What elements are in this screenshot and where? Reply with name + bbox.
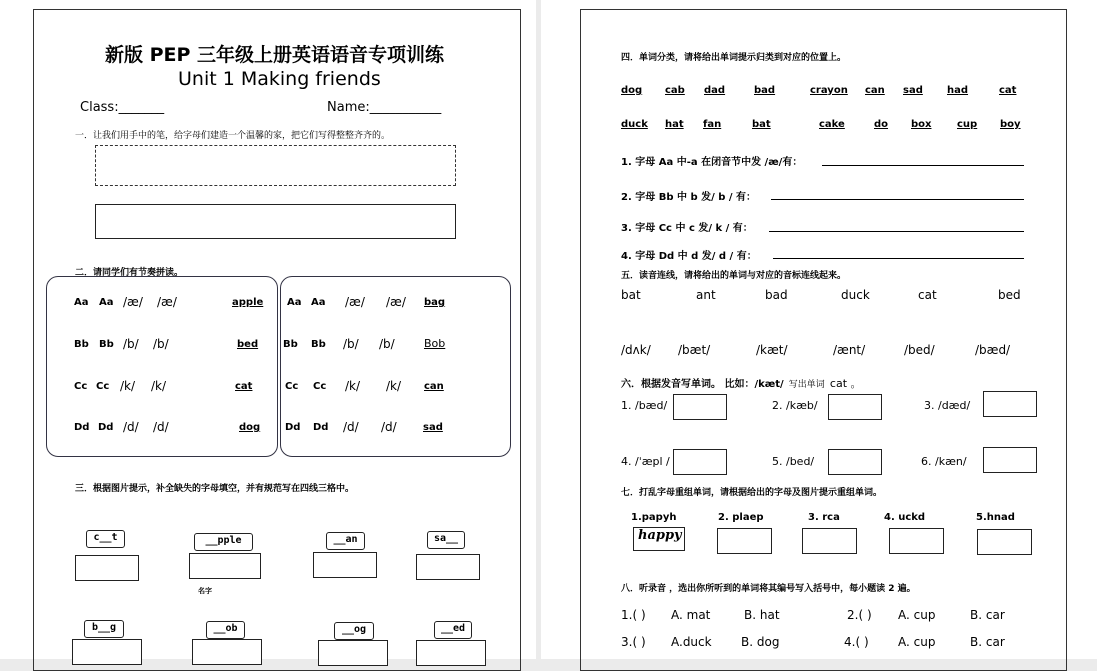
section-6-heading	[621, 372, 862, 391]
answer-line	[822, 152, 1024, 166]
match-ipa: /bed/	[904, 343, 935, 357]
letter-upper: Dd	[74, 422, 90, 433]
word-bank-item: dad	[704, 85, 726, 96]
word-bank-item: do	[874, 119, 889, 130]
answer-box	[416, 640, 486, 666]
word-bank-item: sad	[903, 85, 923, 96]
answer-box	[416, 554, 480, 580]
left-page	[0, 0, 536, 659]
listen-bracket: 1.( )	[621, 608, 646, 622]
letter-upper: Bb	[74, 339, 89, 350]
phoneme: /æ/	[123, 295, 143, 309]
match-word: bed	[998, 288, 1021, 302]
letter-upper: Dd	[285, 422, 301, 433]
letter-upper: Cc	[285, 381, 299, 392]
scramble-answer: happy	[638, 528, 682, 543]
match-ipa: /bæd/	[975, 343, 1011, 357]
letter-lower: Cc	[96, 381, 110, 392]
letter-lower: Aa	[99, 297, 114, 308]
answer-box	[983, 391, 1037, 417]
word-bank-item: cat	[999, 85, 1017, 96]
answer-box	[673, 394, 727, 420]
example-word: bed	[237, 339, 259, 350]
phoneme: /k/	[386, 379, 402, 393]
word-bank-item: dog	[621, 85, 643, 96]
word-bank-item: hat	[665, 119, 684, 130]
word-bank-item: had	[947, 85, 969, 96]
match-ipa: /kæt/	[756, 343, 788, 357]
scramble-prompt: 2. plaep	[718, 512, 764, 523]
right-page	[541, 0, 1097, 659]
answer-box	[983, 447, 1037, 473]
section-5-heading: 五．读音连线，请将给出的单词与对应的音标连线起来。	[621, 271, 847, 281]
phoneme: /b/	[153, 337, 169, 351]
word-bank-item: cake	[819, 119, 845, 130]
phoneme: /b/	[343, 337, 359, 351]
answer-box	[318, 640, 388, 666]
section-1-heading: 一．让我们用手中的笔，给字母们建造一个温馨的家，把它们写得整整齐齐的。	[75, 131, 391, 141]
listen-option-a: A.duck	[671, 635, 712, 649]
scramble-answer-box	[717, 528, 772, 554]
class-label: Class:_______	[80, 100, 165, 115]
letter-upper: Aa	[74, 297, 89, 308]
ipa-question: 6. /kæn/	[921, 455, 967, 468]
name-label: Name:___________	[327, 100, 442, 115]
letter-fill-prompt: __og	[334, 622, 374, 640]
example-word: cat	[235, 381, 253, 392]
phoneme: /k/	[151, 379, 167, 393]
phoneme: /d/	[153, 420, 169, 434]
phoneme: /d/	[381, 420, 397, 434]
section-6-heading-example: cat 。	[829, 377, 862, 390]
word-bank-item: bad	[754, 85, 776, 96]
answer-box	[828, 394, 882, 420]
letter-fill-prompt: __pple	[194, 533, 253, 551]
answer-line	[773, 245, 1024, 259]
phoneme: /b/	[123, 337, 139, 351]
writing-box	[95, 204, 456, 239]
scramble-prompt: 5.hnad	[976, 512, 1015, 523]
answer-box	[313, 552, 377, 578]
letter-fill-prompt: b__g	[84, 620, 124, 638]
phoneme: /k/	[120, 379, 136, 393]
section-7-heading: 七．打乱字母重组单词，请根据给出的字母及图片提示重组单词。	[621, 488, 883, 498]
example-word: sad	[423, 422, 443, 433]
scramble-answer-box	[802, 528, 857, 554]
word-bank-item: can	[865, 85, 885, 96]
example-word: bag	[424, 297, 446, 308]
answer-box	[75, 555, 139, 581]
answer-box	[192, 639, 262, 665]
classify-question-4: 4. 字母 Dd 中 d 发/ d / 有：	[621, 251, 757, 262]
letter-upper: Bb	[283, 339, 298, 350]
phoneme: /æ/	[345, 295, 365, 309]
letter-fill-prompt: __ob	[206, 621, 245, 639]
right-page-frame	[580, 9, 1067, 671]
listen-option-b: B. car	[970, 635, 1005, 649]
scramble-answer-box	[977, 529, 1032, 555]
classify-question-3: 3. 字母 Cc 中 c 发/ k / 有：	[621, 223, 753, 234]
scramble-prompt: 3. rca	[808, 512, 840, 523]
word-bank-item: cab	[665, 85, 685, 96]
letter-fill-prompt: __ed	[434, 621, 472, 639]
name-caption: 名字	[198, 587, 212, 595]
classify-question-1: 1. 字母 Aa 中-a 在闭音节中发 /æ/有：	[621, 157, 803, 168]
scramble-answer-box	[889, 528, 944, 554]
listen-bracket: 3.( )	[621, 635, 646, 649]
section-8-heading: 八．听录音 ，选出你所听到的单词将其编号写入括号中，每小题读 2 遍。	[621, 584, 916, 594]
phoneme: /b/	[379, 337, 395, 351]
answer-box	[673, 449, 727, 475]
ipa-question: 5. /bed/	[772, 455, 815, 468]
letter-lower: Aa	[311, 297, 326, 308]
listen-bracket: 4.( )	[844, 635, 869, 649]
answer-line	[771, 186, 1024, 200]
section-4-heading: 四．单词分类，请将给出单词提示归类到对应的位置上。	[621, 53, 847, 63]
phoneme: /æ/	[386, 295, 406, 309]
letter-fill-prompt: sa__	[427, 531, 465, 549]
word-bank-item: crayon	[810, 85, 848, 96]
match-word: ant	[696, 288, 716, 302]
example-word: can	[424, 381, 444, 392]
example-word: apple	[232, 297, 264, 308]
section-6-heading-text: 六．根据发音写单词。 比如：/kæt/	[621, 379, 784, 390]
letter-fill-prompt: __an	[326, 532, 365, 550]
letter-lower: Bb	[311, 339, 326, 350]
letter-lower: Dd	[313, 422, 329, 433]
listen-option-a: A. mat	[671, 608, 711, 622]
answer-box	[189, 553, 261, 579]
phoneme: /d/	[343, 420, 359, 434]
letter-upper: Aa	[287, 297, 302, 308]
listen-option-a: A. cup	[898, 608, 936, 622]
ipa-question: 1. /bæd/	[621, 399, 668, 412]
letter-fill-prompt: c__t	[86, 530, 125, 548]
word-bank-item: bat	[752, 119, 771, 130]
match-word: bad	[765, 288, 788, 302]
match-word: duck	[841, 288, 870, 302]
match-word: bat	[621, 288, 641, 302]
listen-option-b: B. dog	[741, 635, 780, 649]
listen-option-b: B. car	[970, 608, 1005, 622]
scramble-prompt: 4. uckd	[884, 512, 926, 523]
letter-lower: Cc	[313, 381, 327, 392]
answer-box	[828, 449, 882, 475]
letter-lower: Dd	[98, 422, 114, 433]
answer-box	[72, 639, 142, 665]
letter-upper: Cc	[74, 381, 88, 392]
section-2-heading: 二．请同学们有节奏拼读。	[75, 268, 184, 278]
listen-bracket: 2.( )	[847, 608, 872, 622]
section-6-heading-hint: 写出单词	[788, 380, 825, 390]
letter-lower: Bb	[99, 339, 114, 350]
answer-line	[769, 218, 1024, 232]
word-bank-item: fan	[703, 119, 722, 130]
match-ipa: /ænt/	[833, 343, 866, 357]
section-3-heading: 三．根据图片提示，补全缺失的字母填空，并有规范写在四线三格中。	[75, 484, 355, 494]
unit-title: Unit 1 Making friends	[178, 68, 381, 90]
match-ipa: /dʌk/	[621, 343, 651, 357]
word-bank-item: boy	[1000, 119, 1021, 130]
example-word: Bob	[424, 337, 446, 350]
scramble-prompt: 1.papyh	[631, 512, 677, 523]
page-title: 新版 PEP 三年级上册英语语音专项训练	[105, 44, 445, 66]
phoneme: /d/	[123, 420, 139, 434]
listen-option-b: B. hat	[744, 608, 780, 622]
match-ipa: /bæt/	[678, 343, 711, 357]
phoneme: /k/	[345, 379, 361, 393]
ipa-question: 3. /dæd/	[924, 399, 971, 412]
listen-option-a: A. cup	[898, 635, 936, 649]
ipa-question: 2. /kæb/	[772, 399, 818, 412]
word-bank-item: duck	[621, 119, 648, 130]
ipa-question: 4. /ˈæpl /	[621, 455, 670, 468]
example-word: dog	[239, 422, 261, 433]
match-word: cat	[918, 288, 937, 302]
word-bank-item: box	[911, 119, 932, 130]
writing-box-dashed	[95, 145, 456, 186]
word-bank-item: cup	[957, 119, 978, 130]
classify-question-2: 2. 字母 Bb 中 b 发/ b / 有：	[621, 192, 757, 203]
phoneme: /æ/	[157, 295, 177, 309]
